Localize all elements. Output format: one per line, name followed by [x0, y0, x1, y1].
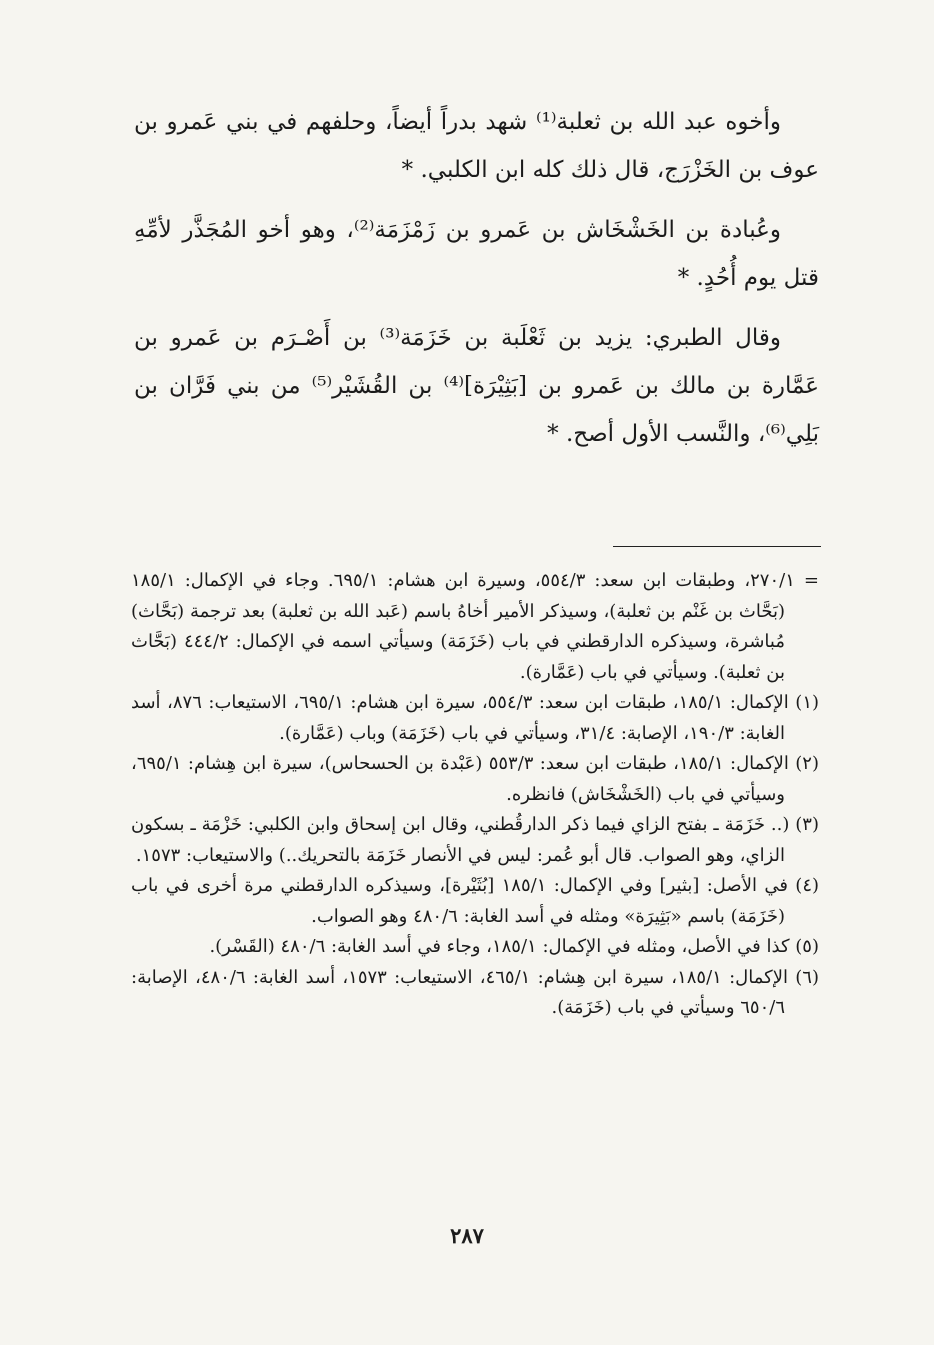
- footnote: [131, 871, 819, 932]
- footnote: [131, 810, 819, 871]
- page-number: ٢٨٧: [450, 1223, 484, 1248]
- footnotes: [131, 566, 819, 1024]
- footnote: [131, 688, 819, 749]
- footnote-text: (.. خَزَمَة ـ بفتح الزاي فيما ذكر الدارقُطني، وقال ابن إسحاق وابن الكلبي: خَزْمَة ـ بسكون الزاي، وهو الصواب. قال أبو عُمر: ليس في الأنصار خَزَمَة بالتحريك..) والاستيعاب: ١٥٧٣.: [131, 814, 790, 866]
- footnote: [131, 566, 819, 688]
- paragraph: وعُبادة بن الخَشْخَاش بن عَمرو بن زَمْزَمَة⁽²⁾، وهو أخو المُجَذَّر لأمِّهِ قتل يوم أُحُدٍ. *: [134, 217, 819, 291]
- footnote: [131, 749, 819, 810]
- footnote-text: ٢٧٠/١، وطبقات ابن سعد: ٥٥٤/٣، وسيرة ابن هشام: ٦٩٥/١. وجاء في الإكمال: ١٨٥/١ (بَحَّاث بن غَنْم بن ثعلبة)، وسيذكر الأمير أخاهُ باسم (عَبد الله بن ثعلبة) بعد ترجمة (بَحَّاث) مُباشرة، وسيذكره الدارقطني في باب (خَزَمَة) وسيأتي اسمه في الإكمال: ٤٤٤/٢ (بَحَّاث بن ثعلبة). وسيأتي في باب (عَمَّارة).: [131, 570, 795, 683]
- footnote-text: في الأصل: [بثير] وفي الإكمال: ١٨٥/١ [بُثَيْرة]، وسيذكره الدارقطني مرة أخرى في باب (خَزَمَة) باسم «بَثِيرَة» ومثله في أسد الغابة: ٤٨٠/٦ وهو الصواب.: [131, 875, 788, 927]
- footnote-text: الإكمال: ١٨٥/١، سيرة ابن هِشام: ٤٦٥/١، الاستيعاب: ١٥٧٣، أسد الغابة: ٤٨٠/٦، الإصابة: ٦٥٠/٦ وسيأتي في باب (خَزَمَة).: [131, 966, 788, 1018]
- footnote-number: =: [803, 570, 819, 591]
- footnote-number: (٥): [795, 936, 819, 957]
- paragraph: وقال الطبري: يزيد بن ثَعْلَبة بن خَزَمَة⁽³⁾ بن أَصْـرَم بن عَمرو بن عَمَّارة بن مالك بن عَمرو بن [بَثِيْرَة]⁽⁴⁾ بن القُشَيْر⁽⁵⁾ من بني فَرَّان بن بَلِي⁽⁶⁾، والنَّسب الأول أصح. *: [134, 325, 819, 447]
- main-text: [134, 98, 819, 470]
- footnote-text: كذا في الأصل، ومثله في الإكمال: ١٨٥/١، وجاء في أسد الغابة: ٤٨٠/٦ (القَسْر).: [209, 936, 790, 957]
- footnote: [131, 932, 819, 963]
- footnote-number: (٦): [795, 966, 819, 988]
- footnote-divider: [613, 546, 821, 547]
- footnote-text: الإكمال: ١٨٥/١، طبقات ابن سعد: ٥٥٤/٣، سيرة ابن هشام: ٦٩٥/١، الاستيعاب: ٨٧٦، أسد الغابة: ١٩٠/٣، الإصابة: ٣١/٤، وسيأتي في باب (خَزَمَة) وباب (عَمَّارة).: [131, 692, 789, 744]
- footnote-number: (٣): [795, 814, 819, 835]
- footnote-number: (٢): [795, 753, 819, 774]
- footnote-number: (١): [795, 692, 820, 713]
- footnote-text: الإكمال: ١٨٥/١، طبقات ابن سعد: ٥٥٣/٣ (عَبْدة بن الحسحاس)، سيرة ابن هِشام: ٦٩٥/١، وسيأتي في باب (الخَشْخَاش) فانظره.: [131, 753, 789, 805]
- paragraph: وأخوه عبد الله بن ثعلبة⁽¹⁾ شهد بدراً أيضاً، وحلفهم في بني عَمرو بن عوف بن الخَزْرَج، قال ذلك كله ابن الكلبي. *: [134, 109, 819, 183]
- footnote: [131, 963, 819, 1024]
- footnote-number: (٤): [795, 875, 820, 896]
